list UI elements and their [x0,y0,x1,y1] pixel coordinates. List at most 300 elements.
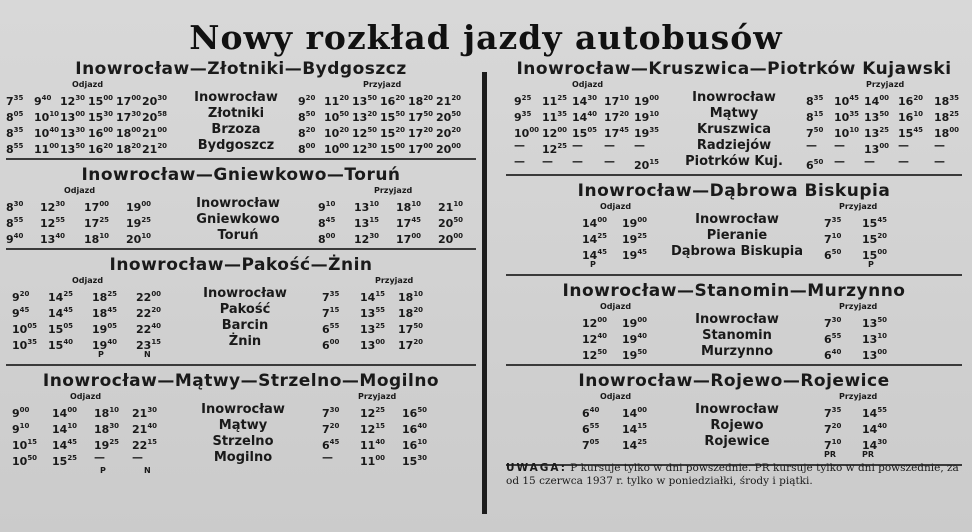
timetable-row [6,90,476,106]
left-column [6,58,476,476]
time-value: $12^{55}$ [40,216,66,230]
column-header [506,392,962,402]
footnote-mark: N [144,350,151,359]
time-value: $19^{40}$ [622,332,648,346]
time-value: $8^{00}$ [318,232,336,246]
arrival-time [318,228,335,248]
time-value: $16^{10}$ [898,110,924,124]
time-value: $6^{40}$ [824,348,842,362]
timetable-row [506,122,962,138]
time-value: — [132,451,143,464]
time-value: — [572,155,583,168]
time-value: $15^{50}$ [380,110,406,124]
route-section [506,370,962,466]
time-value: $15^{05}$ [572,126,598,140]
arrival-time [380,138,405,158]
time-value: $7^{35}$ [824,216,842,230]
time-value: $17^{45}$ [396,216,422,230]
station-name: Gniewkowo [196,212,280,227]
time-value: $15^{45}$ [862,216,888,230]
time-value: $18^{00}$ [116,126,142,140]
time-value: $14^{45}$ [52,438,78,452]
arrival-header: Przyjazd [358,392,397,401]
time-value: $15^{20}$ [380,126,406,140]
time-value: $13^{30}$ [60,126,86,140]
time-value: $9^{20}$ [298,94,316,108]
station-name: Pakość [219,302,271,317]
timetable-row [6,318,476,334]
time-value: $13^{50}$ [352,94,378,108]
arrival-time [408,138,433,158]
time-value: $14^{55}$ [862,406,888,420]
time-value: $7^{15}$ [322,306,340,320]
time-value: $19^{05}$ [92,322,118,336]
time-value: $8^{00}$ [298,142,316,156]
time-value: $18^{10}$ [84,232,110,246]
station-name: Pieranie [706,228,768,243]
arrival-time [898,154,909,170]
time-value: $19^{45}$ [622,248,648,262]
column-header [6,276,476,286]
arrival-time [898,138,909,154]
time-value: — [514,139,525,152]
station-name: Radziejów [696,138,772,153]
time-value: $10^{10}$ [834,126,860,140]
time-value: $10^{35}$ [834,110,860,124]
note-text: P kursuje tylko w dni powszednie. PR kursuje tylko w dni powszednie, za od 15 czerwca 1937 r. tylko w poniedziałki, środy i piątki. [506,462,959,487]
time-value: $10^{45}$ [834,94,860,108]
time-value: $14^{40}$ [572,110,598,124]
time-value: $19^{00}$ [126,200,152,214]
arrival-header: Przyjazd [375,276,414,285]
time-value: $16^{20}$ [380,94,406,108]
route-title: Inowrocław—Pakość—Żnin [109,255,373,275]
time-value: $18^{10}$ [398,290,424,304]
time-value: $18^{45}$ [92,306,118,320]
time-value: $19^{35}$ [634,126,660,140]
time-value: $14^{00}$ [864,94,890,108]
station-name: Piotrków Kuj. [685,154,783,169]
time-value: $12^{30}$ [60,94,86,108]
time-value: $17^{50}$ [398,322,424,336]
time-value: $19^{25}$ [126,216,152,230]
time-value: $19^{40}$ [92,338,118,352]
timetable-row [6,286,476,302]
time-value: $11^{00}$ [360,454,386,468]
note-label: UWAGA: [506,462,567,474]
time-value: — [864,155,875,168]
arrival-time [806,154,823,174]
timetable-row [506,154,962,170]
time-value: — [834,155,845,168]
arrival-header: Przyjazd [839,302,878,311]
time-value: — [806,139,817,152]
station-name: Barcin [221,318,269,333]
station-name: Inowrocław [203,286,287,301]
time-value: — [898,139,909,152]
time-value: $7^{50}$ [806,126,824,140]
time-value: $22^{40}$ [136,322,162,336]
timetable-row [506,138,962,154]
time-value: $17^{50}$ [408,110,434,124]
time-value: $19^{25}$ [94,438,120,452]
route-title: Inowrocław—Stanomin—Murzynno [562,281,906,301]
time-value: $15^{30}$ [402,454,428,468]
time-value: $7^{30}$ [322,406,340,420]
route-section [506,58,962,176]
time-value: $13^{15}$ [354,216,380,230]
departure-header: Odjazd [70,392,102,401]
time-value: $14^{25}$ [582,232,608,246]
station-name: Inowrocław [201,402,285,417]
time-value: — [834,139,845,152]
time-value: $10^{20}$ [324,126,350,140]
time-value: $17^{20}$ [408,126,434,140]
column-header [6,186,476,196]
time-value: $12^{40}$ [582,332,608,346]
station-name: Stanomin [702,328,772,343]
time-value: $12^{30}$ [354,232,380,246]
time-value: $20^{20}$ [436,126,462,140]
time-value: $14^{00}$ [622,406,648,420]
time-value: $10^{00}$ [324,142,350,156]
station-name: Złotniki [207,106,265,121]
route-section [6,254,476,366]
time-value: $9^{45}$ [12,306,30,320]
time-value: $19^{10}$ [634,110,660,124]
time-value: $15^{45}$ [898,126,924,140]
time-value: $21^{10}$ [438,200,464,214]
time-value: $17^{25}$ [84,216,110,230]
departure-time [582,344,607,364]
time-value: $17^{30}$ [116,110,142,124]
timetable-row [6,122,476,138]
departure-header: Odjazd [600,202,632,211]
route-title: Inowrocław—Rojewo—Rojewice [578,371,890,391]
time-value: $13^{50}$ [862,316,888,330]
section-divider [6,364,476,366]
time-value: $22^{20}$ [136,306,162,320]
station-name: Inowrocław [194,90,278,105]
route-section [6,58,476,160]
station-name: Mątwy [218,418,268,433]
time-value: $17^{10}$ [604,94,630,108]
station-name: Kruszwica [697,122,771,137]
footnote-mark: N [144,466,151,475]
time-value: $7^{35}$ [6,94,24,108]
time-value: $13^{25}$ [360,322,386,336]
time-value: $15^{40}$ [48,338,74,352]
departure-time [40,228,65,248]
time-value: $9^{35}$ [514,110,532,124]
arrival-time [934,138,945,154]
time-value: $21^{40}$ [132,422,158,436]
timetable-row [506,90,962,106]
time-value: $16^{40}$ [402,422,428,436]
arrival-time [438,228,463,248]
footnote-mark: P [868,260,874,269]
time-value: $6^{00}$ [322,338,340,352]
timetable-row [506,228,962,244]
time-value: $19^{00}$ [634,94,660,108]
timetable-row [6,212,476,228]
arrival-time [834,154,845,170]
time-value: $15^{00}$ [88,94,114,108]
time-value: $19^{25}$ [622,232,648,246]
time-value: $22^{15}$ [132,438,158,452]
time-value: $12^{25}$ [360,406,386,420]
time-value: $7^{20}$ [322,422,340,436]
time-value: $8^{45}$ [318,216,336,230]
time-value: $17^{45}$ [604,126,630,140]
section-divider [506,174,962,176]
arrival-time [436,138,461,158]
time-value: $20^{30}$ [142,94,168,108]
time-value: $14^{25}$ [622,438,648,452]
time-value: $12^{30}$ [352,142,378,156]
station-name: Brzoza [211,122,261,137]
departure-time [60,138,85,158]
time-value: $18^{25}$ [934,110,960,124]
time-value: $12^{00}$ [582,316,608,330]
time-value: — [604,155,615,168]
time-value: $6^{50}$ [824,248,842,262]
time-value: $14^{45}$ [582,248,608,262]
column-header [506,202,962,212]
timetable-row [6,302,476,318]
time-value: $16^{10}$ [402,438,428,452]
time-value: $12^{25}$ [542,142,568,156]
time-value: $10^{50}$ [12,454,38,468]
time-value: $7^{35}$ [322,290,340,304]
time-value: $8^{55}$ [6,142,24,156]
timetable-row [6,228,476,244]
station-name: Inowrocław [695,212,779,227]
time-value: $19^{50}$ [622,348,648,362]
route-section [6,164,476,250]
footnote-mark: P [100,466,106,475]
footnote-mark: P [98,350,104,359]
station-name: Inowrocław [692,90,776,105]
route-section [6,370,476,476]
time-value: $13^{55}$ [360,306,386,320]
time-value: $12^{30}$ [40,200,66,214]
route-title: Inowrocław—Mątwy—Strzelno—Mogilno [42,371,440,391]
time-value: $10^{40}$ [34,126,60,140]
time-value: — [634,139,645,152]
time-value: $10^{35}$ [12,338,38,352]
timetable-row [506,244,962,260]
time-value: $6^{50}$ [806,158,824,172]
timetable-row [6,418,476,434]
footnote-mark: PR [862,450,875,459]
departure-time [572,138,583,154]
time-value: $14^{00}$ [52,406,78,420]
time-value: $12^{15}$ [360,422,386,436]
time-value: $18^{10}$ [396,200,422,214]
timetable-row [506,328,962,344]
time-value: $20^{50}$ [438,216,464,230]
time-value: $8^{35}$ [6,126,24,140]
time-value: — [322,451,333,464]
route-title: Inowrocław—Dąbrowa Biskupia [577,181,891,201]
footnote-marks [506,260,962,270]
departure-header: Odjazd [572,80,604,89]
time-value: $12^{50}$ [582,348,608,362]
time-value: $12^{50}$ [352,126,378,140]
departure-time [84,228,109,248]
time-value: $10^{05}$ [12,322,38,336]
column-header [506,302,962,312]
time-value: $7^{10}$ [824,232,842,246]
route-section [506,280,962,366]
time-value: $10^{15}$ [12,438,38,452]
time-value: $6^{40}$ [582,406,600,420]
time-value: $14^{10}$ [52,422,78,436]
time-value: $14^{30}$ [572,94,598,108]
station-name: Rojewice [704,434,770,449]
time-value: — [94,451,105,464]
route-section [506,180,962,276]
time-value: $11^{35}$ [542,110,568,124]
arrival-time [352,138,377,158]
time-value: $17^{00}$ [396,232,422,246]
departure-time [604,138,615,154]
timetable-row [6,196,476,212]
page-title: Nowy rozkład jazdy autobusów [189,18,783,57]
time-value: $17^{00}$ [408,142,434,156]
departure-time [132,450,143,466]
departure-header: Odjazd [72,276,104,285]
time-value: $17^{00}$ [84,200,110,214]
timetable-row [6,138,476,154]
time-value: $13^{10}$ [354,200,380,214]
time-value: — [572,139,583,152]
time-value: $11^{25}$ [542,94,568,108]
time-value: — [934,155,945,168]
departure-time [572,154,583,170]
departure-header: Odjazd [600,392,632,401]
time-value: $13^{20}$ [352,110,378,124]
time-value: $18^{00}$ [934,126,960,140]
time-value: $22^{00}$ [136,290,162,304]
time-value: $12^{00}$ [542,126,568,140]
time-value: $8^{15}$ [806,110,824,124]
time-value: $14^{00}$ [582,216,608,230]
departure-header: Odjazd [72,80,104,89]
station-name: Inowrocław [695,402,779,417]
station-name: Murzynno [700,344,774,359]
time-value: $17^{20}$ [398,338,424,352]
time-value: — [542,155,553,168]
time-value: $11^{20}$ [324,94,350,108]
time-value: $10^{50}$ [324,110,350,124]
section-divider [506,364,962,366]
time-value: $11^{40}$ [360,438,386,452]
departure-time [116,138,141,158]
time-value: $18^{30}$ [94,422,120,436]
time-value: $13^{00}$ [864,142,890,156]
time-value: $17^{20}$ [604,110,630,124]
footnote-marks [6,350,476,360]
departure-time [514,138,525,154]
arrival-header: Przyjazd [363,80,402,89]
section-divider [506,274,962,276]
time-value: $15^{25}$ [52,454,78,468]
arrival-time [298,138,315,158]
time-value: $14^{40}$ [862,422,888,436]
departure-time [634,154,659,174]
time-value: $7^{05}$ [582,438,600,452]
time-value: $16^{20}$ [88,142,114,156]
timetable-row [506,312,962,328]
footnote-marks [506,450,962,460]
time-value: $13^{00}$ [60,110,86,124]
time-value: $6^{45}$ [322,438,340,452]
arrival-time [396,228,421,248]
time-value: $14^{15}$ [360,290,386,304]
column-header [6,80,476,90]
time-value: $9^{20}$ [12,290,30,304]
time-value: $21^{20}$ [436,94,462,108]
time-value: $20^{00}$ [436,142,462,156]
time-value: $20^{50}$ [436,110,462,124]
time-value: $6^{55}$ [322,322,340,336]
arrival-time [834,138,845,154]
time-value: $17^{00}$ [116,94,142,108]
time-value: $7^{10}$ [824,438,842,452]
time-value: $15^{00}$ [862,248,888,262]
time-value: $14^{30}$ [862,438,888,452]
arrival-time [806,138,817,154]
time-value: $6^{55}$ [582,422,600,436]
time-value: $18^{10}$ [94,406,120,420]
time-value: $21^{30}$ [132,406,158,420]
timetable-row [6,106,476,122]
time-value: $14^{25}$ [48,290,74,304]
time-value: $18^{20}$ [398,306,424,320]
time-value: $13^{10}$ [862,332,888,346]
departure-time [142,138,167,158]
time-value: $13^{00}$ [862,348,888,362]
station-name: Żnin [228,334,262,349]
time-value: $8^{20}$ [298,126,316,140]
time-value: $6^{55}$ [824,332,842,346]
time-value: $20^{58}$ [142,110,168,124]
footnote-mark: P [590,260,596,269]
station-name: Inowrocław [196,196,280,211]
station-name: Bydgoszcz [197,138,275,153]
route-title: Inowrocław—Gniewkowo—Toruń [81,165,401,185]
column-header [506,80,962,90]
time-value: $9^{00}$ [12,406,30,420]
route-title: Inowrocław—Kruszwica—Piotrków Kujawski [516,59,952,79]
time-value: $13^{40}$ [40,232,66,246]
section-divider [6,158,476,160]
time-value: $11^{00}$ [34,142,60,156]
time-value: $13^{50}$ [864,110,890,124]
time-value: $13^{25}$ [864,126,890,140]
time-value: $16^{50}$ [402,406,428,420]
station-name: Dąbrowa Biskupia [670,244,804,259]
column-divider [482,72,487,514]
timetable-row [6,450,476,466]
time-value: $10^{10}$ [34,110,60,124]
timetable-row [506,418,962,434]
timetable-row [6,334,476,350]
departure-time [604,154,615,170]
time-value: $21^{00}$ [142,126,168,140]
